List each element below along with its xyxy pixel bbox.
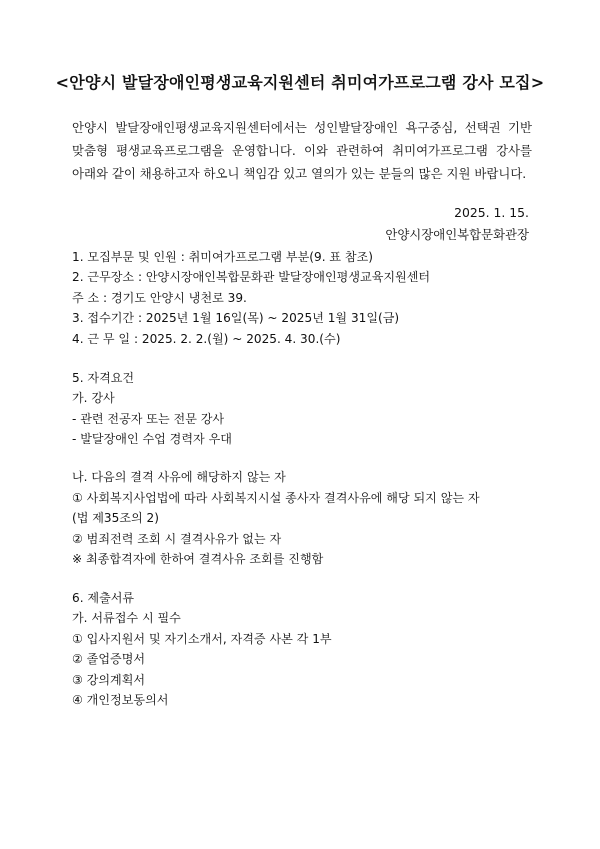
announcement-date: 2025. 1. 15. — [454, 205, 529, 220]
address: 주 소 : 경기도 안양시 냉천로 39. — [72, 291, 247, 305]
list-item: ① 입사지원서 및 자기소개서, 자격증 사본 각 1부 — [72, 632, 332, 646]
documents-heading: 6. 제출서류 — [72, 591, 135, 605]
recruit-field: 1. 모집부문 및 인원 : 취미여가프로그램 부분(9. 표 참조) — [72, 250, 373, 264]
issuer-name: 안양시장애인복합문화관장 — [385, 227, 529, 242]
list-item: - 관련 전공자 또는 전문 강사 — [72, 412, 225, 426]
list-item: ③ 강의계획서 — [72, 673, 146, 687]
page-title: <안양시 발달장애인평생교육지원센터 취미여가프로그램 강사 모집> — [55, 73, 545, 92]
work-period: 4. 근 무 일 : 2025. 2. 2.(월) ~ 2025. 4. 30.(수) — [72, 332, 341, 346]
workplace: 2. 근무장소 : 안양시장애인복합문화관 발달장애인평생교육지원센터 — [72, 270, 431, 284]
list-item: ① 사회복지사업법에 따라 사회복지시설 종사자 결격사유에 해당 되지 않는 자 — [72, 491, 480, 505]
list-item: ※ 최종합격자에 한하여 결격사유 조회를 진행함 — [72, 552, 324, 566]
intro-paragraph: 안양시 발달장애인평생교육지원센터에서는 성인발달장애인 욕구중심, 선택권 기반 맞춤형 평생교육프로그램을 운영합니다. 이와 관련하여 취미여가프로그램 강사를 아래와 같이 채용하고자 하오니 책임감 있고 열의가 있는 분들의 많은 지원 바랍니다. — [72, 120, 532, 181]
qualification-sub-a: 가. 강사 — [72, 391, 115, 405]
list-item: - 발달장애인 수업 경력자 우대 — [72, 432, 232, 446]
list-item: (법 제35조의 2) — [72, 511, 159, 525]
documents-sub-a: 가. 서류접수 시 필수 — [72, 611, 181, 625]
list-item: ④ 개인정보동의서 — [72, 693, 169, 707]
application-period: 3. 접수기간 : 2025년 1월 16일(목) ~ 2025년 1월 31일(금) — [72, 311, 400, 325]
list-item: ② 범죄전력 조회 시 결격사유가 없는 자 — [72, 532, 282, 546]
qualification-sub-b: 나. 다음의 결격 사유에 해당하지 않는 자 — [72, 470, 286, 484]
list-item: ② 졸업증명서 — [72, 652, 146, 666]
qualifications-heading: 5. 자격요건 — [72, 371, 135, 385]
